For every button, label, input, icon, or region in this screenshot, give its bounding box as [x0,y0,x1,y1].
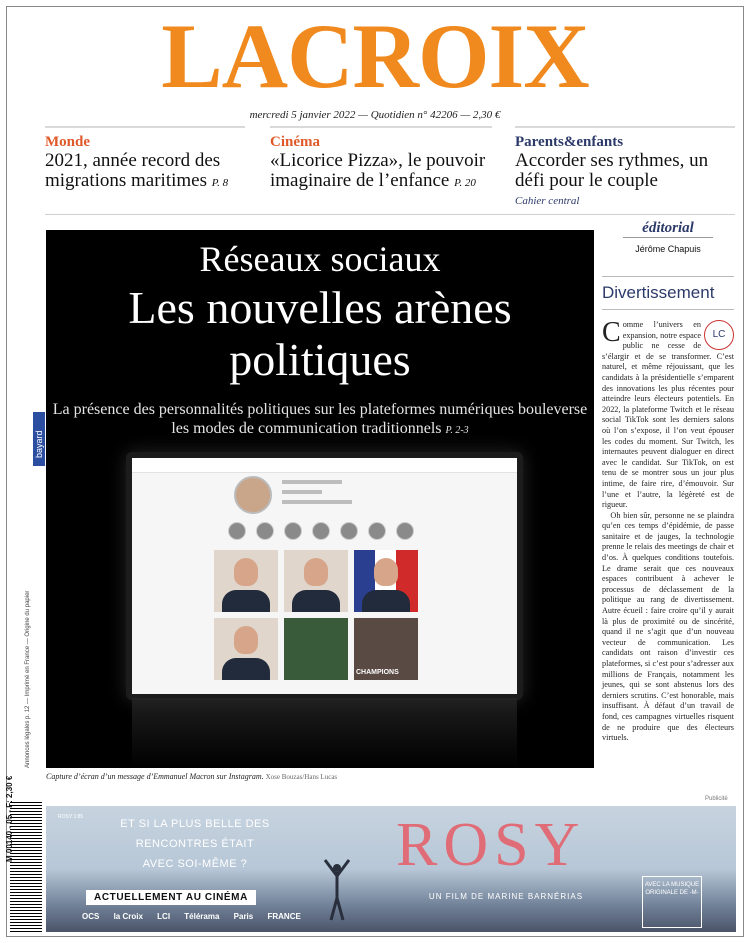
bayard-band [33,412,45,466]
in-cinemas-banner: ACTUELLEMENT AU CINÉMA [86,890,256,905]
ad-small-text: ROSY 1:85 [58,814,84,820]
divider [602,276,734,277]
hero-title: Les nouvelles arènes politiques [128,282,512,385]
hero-lede [46,400,594,440]
suit [222,658,270,680]
teasers [45,126,735,214]
bayard-label: bayard [34,430,44,458]
story-highlight [312,522,330,540]
dropcap: C [602,317,621,348]
story-highlight [256,522,274,540]
page-ref: P. 20 [454,177,476,189]
post-photo [284,618,348,680]
dateline: mercredi 5 janvier 2022 — Quotidien n° 42206 — 2,30 € [249,109,501,121]
editorial-paragraph: Oh bien sûr, personne ne se plaindra qu’en ces temps d’épidémie, de passe sanitaire et de jauges, la technologie prenne le relais des meetings de chair et d’os. À quelques conditions toutefois. Le drame serait que ces nouveaux espaces contribuent à achever le processus de déclassement de la politique au rang de divertissement. Autre écueil : faire croire qu’il y aurait là plus de proximité ou de sincérité, quand il ne s’agit que d’un nouveau vecteur de communication. Les candidats ont raison d’investir ces plateformes, si c’est pour s’adresser aux millions de Français, notamment les jeunes, qui se sont abstenus lors des derniers scrutins. C’est honorable, mais insuffisant. À défaut d’un travail de fond, ces campagnes virtuelles risquent de ne produire que des électeurs virtuels. [602,510,735,743]
instagram-topbar [132,458,517,473]
suit [292,590,340,612]
story-highlight [368,522,386,540]
teaser-headline [270,151,492,193]
hero-lede-text: La présence des personnalités politiques sur les plateformes numériques bouleverse les modes de communication traditionnels [52,401,588,437]
partner-logo: LCI [157,912,171,921]
story-highlight [228,522,246,540]
post-photo [214,550,278,612]
legal-strip [25,560,39,770]
teaser-kicker: Monde [45,134,90,150]
post-photo [354,550,418,612]
teaser-kicker: Cinéma [270,134,320,150]
partner-logos [82,912,313,921]
suit [222,590,270,612]
post-photo [284,550,348,612]
teaser-headline: Accorder ses rythmes, un défi pour le couple [515,150,709,191]
partner-logo: Télérama [184,912,220,921]
photo-caption: CHAMPIONS [356,669,399,676]
screen-reflection [132,698,517,768]
film-director: UN FILM DE MARINE BARNÉRIAS [428,892,584,901]
profile-line [282,500,352,504]
editorial-paragraph: omme l’univers en expansion, notre espace public ne cesse de s’élargir et de se transformer. C’est naturel, et même réjouissant, que les candidats à la présidentielle s’emparent des innovations les plus récentes pour atteindre leurs électeurs potentiels. En 2022, la plateforme Twitch et le réseau social TikTok sont les derniers salons où l’on s’expose, il l’on veut épouser les codes du moment. Sur Twitch, les internautes peuvent dialoguer en direct avec le candidat. Sur TikTok, on est tenu de se montrer sous un jour plus intime, de faire rire, d’émouvoir. Sur l’une et l’autre, la légèreté est de rigueur. [602,320,734,510]
la-croix-emblem-icon: LC [704,320,734,350]
divider [45,214,735,215]
teaser-kicker: Parents&enfants [515,134,624,150]
page-ref: P. 2-3 [445,425,469,436]
music-credit: AVEC LA MUSIQUE ORIGINALE DE -M- [642,876,702,928]
editorial-title: Divertissement [602,283,715,302]
ad-tagline: ET SI LA PLUS BELLE DES RENCONTRES ÉTAIT AVEC SOI-MÊME ? [120,818,270,870]
story-highlight [284,522,302,540]
photo-caption [46,772,594,781]
photo-credit: Xose Bouzas/Hans Lucas [265,773,338,781]
laptop-screen [126,452,523,700]
logo-la: LA [161,5,288,107]
logo[interactable] [0,5,750,107]
profile-line [282,480,342,484]
teaser-headline-text: «Licorice Pizza», le pouvoir imaginaire de l’enfance [270,150,486,191]
caption-text: Capture d’écran d’un message d’Emmanuel Macron sur Instagram. [46,772,264,781]
profile-line [282,490,322,494]
suit [362,590,410,612]
post-photo [354,618,418,680]
story-highlight [340,522,358,540]
story-highlight [396,522,414,540]
teaser-parents[interactable] [515,126,735,214]
masthead [0,0,750,121]
face [234,626,258,654]
legal-text: Annonces légales p. 12 — Imprimé en France — Origine du papier [25,590,31,768]
editorial-tag: éditorial [623,220,713,238]
teaser-cinema[interactable] [270,126,492,214]
person-arms-raised-icon [322,854,352,924]
cahier-central: Cahier central [515,195,580,207]
page-ref: P. 8 [211,177,229,189]
partner-logo: FRANCE [267,912,301,921]
film-ad[interactable] [46,806,736,932]
editorial-author: Jérôme Chapuis [635,244,701,254]
teaser-headline [45,151,245,193]
editorial-column[interactable] [602,220,734,744]
hero-kicker: Réseaux sociaux [199,239,441,279]
partner-logo: OCS [82,912,100,921]
partner-logo: la Croix [113,912,143,921]
face [234,558,258,586]
teaser-monde[interactable] [45,126,245,214]
barcode-text: M 00140 - 05 - F: 2,30 € [5,775,14,862]
ad-label: Publicité [705,796,728,802]
logo-croix: CROIX [287,5,589,107]
teaser-headline-text: 2021, année record des migrations maritimes [45,150,221,191]
face [374,558,398,586]
divider [602,309,734,310]
partner-logo: Paris [233,912,254,921]
face [304,558,328,586]
editorial-body [602,317,735,744]
profile-avatar [234,476,272,514]
post-photo [214,618,278,680]
barcode-icon [10,802,42,932]
hero-block[interactable] [46,230,594,768]
film-title: ROSY [396,811,586,879]
